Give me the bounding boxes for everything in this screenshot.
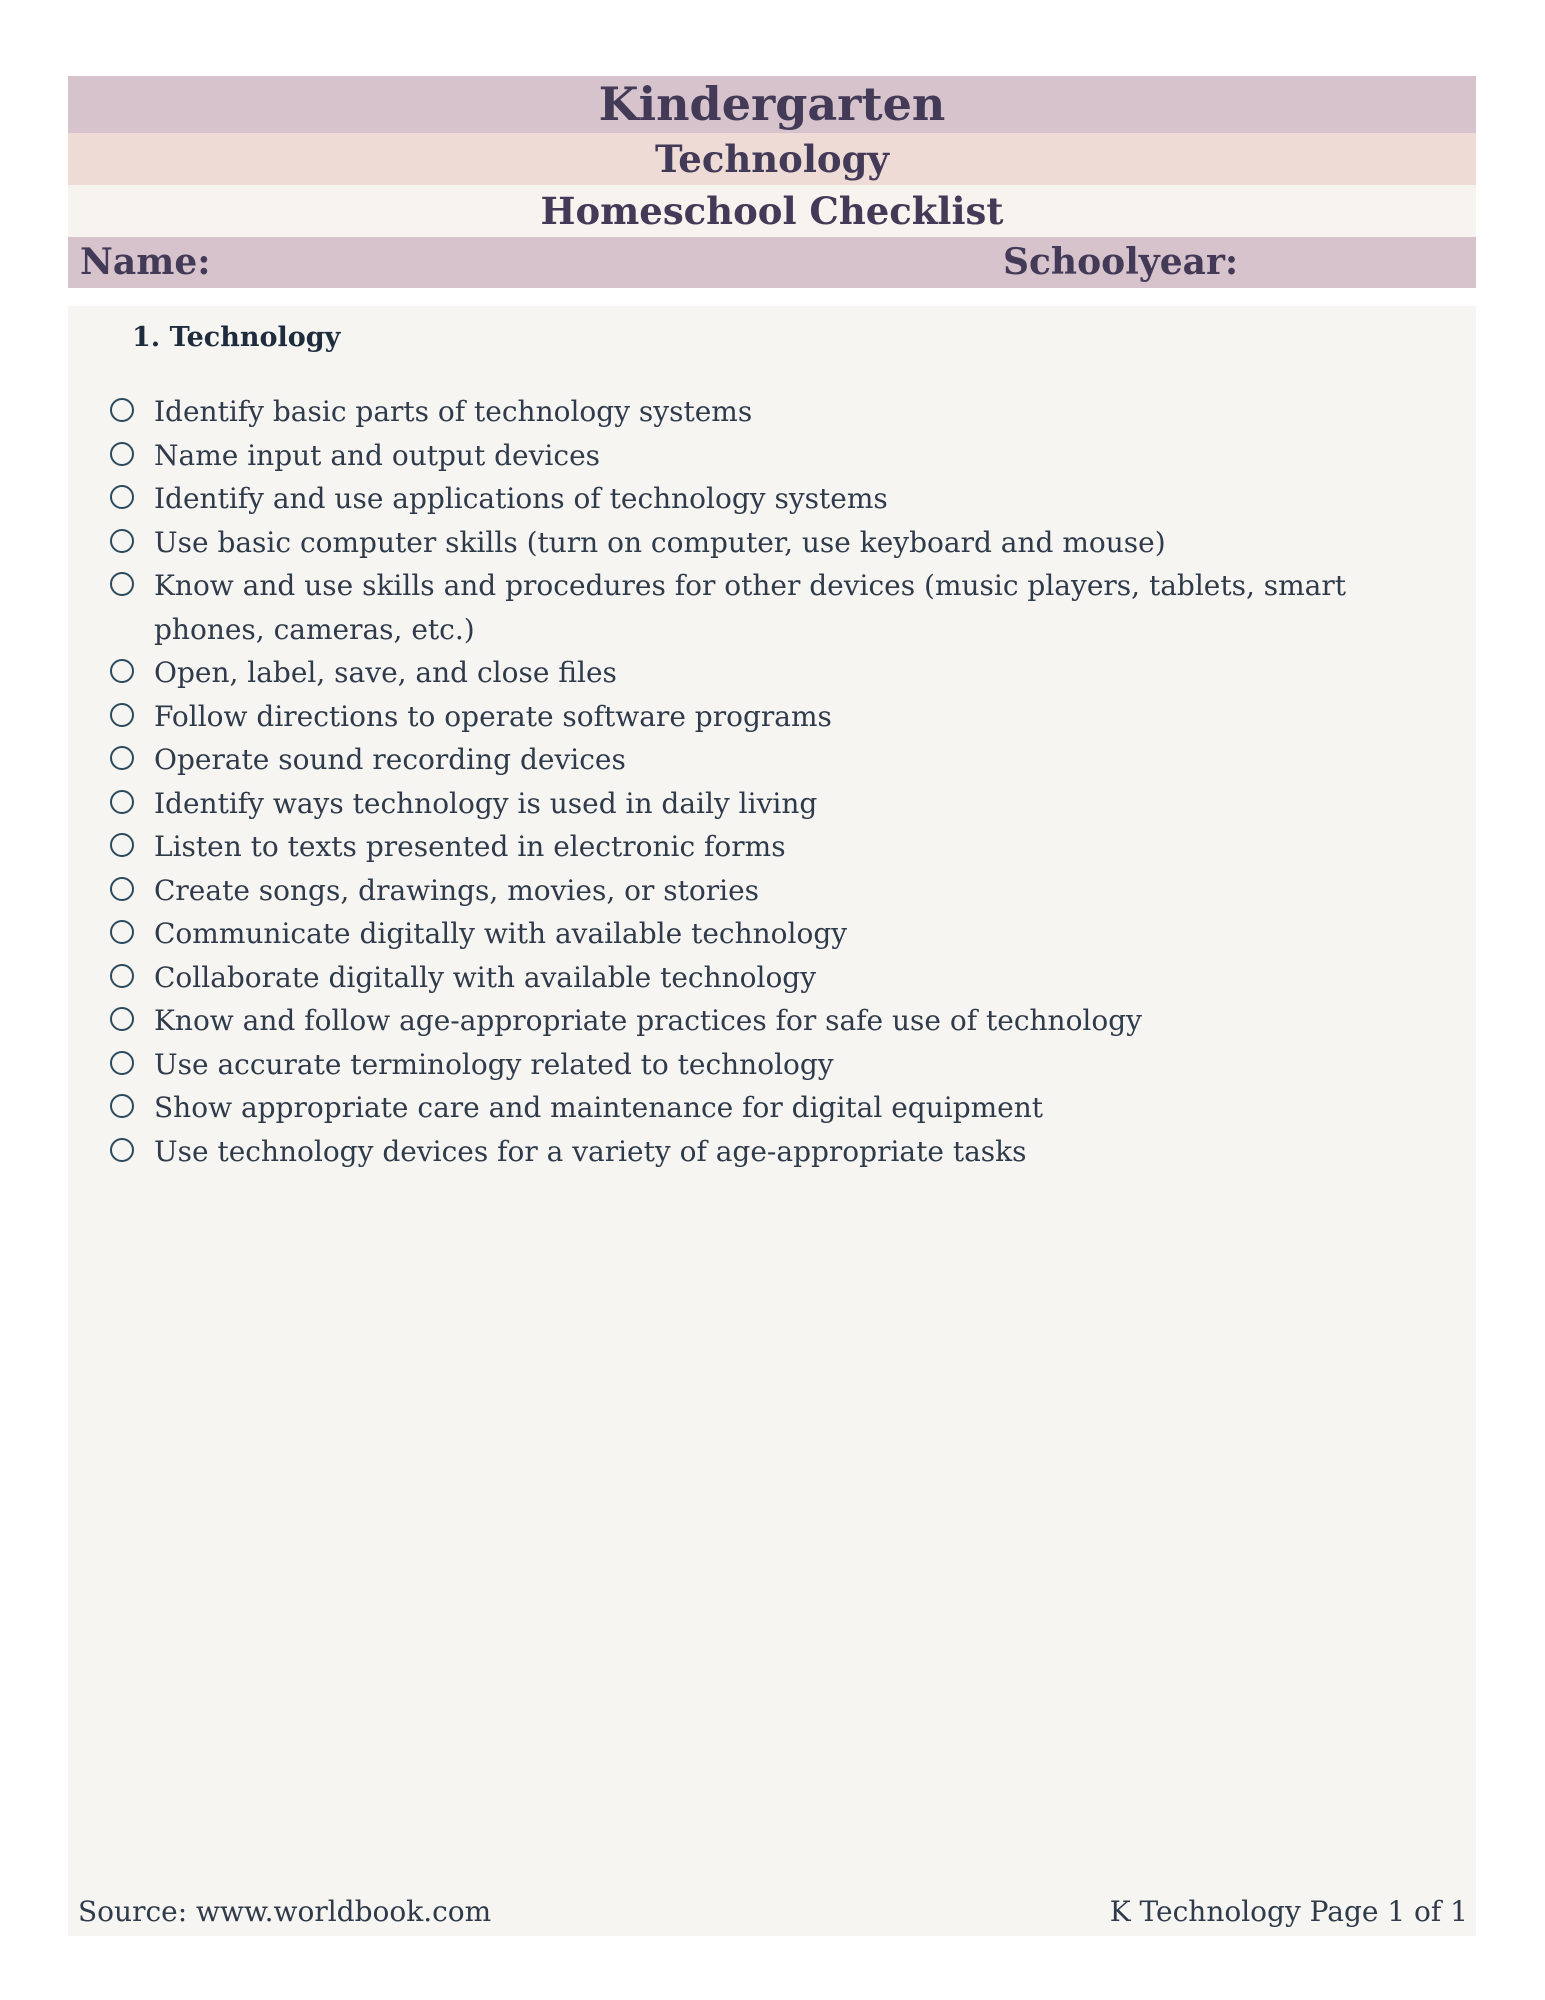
checklist-item-text: Communicate digitally with available technology [154,917,848,950]
checklist-item-text: Identify basic parts of technology systems [154,395,753,428]
checkbox-circle-icon[interactable] [110,1051,134,1075]
checklist-item [110,869,1440,913]
checkbox-circle-icon[interactable] [110,790,134,814]
name-label: Name: [80,241,211,283]
checkbox-circle-icon[interactable] [110,529,134,553]
checkbox-circle-icon[interactable] [110,920,134,944]
checklist-item-text: Name input and output devices [154,438,601,472]
checklist-item-text: Create songs, drawings, movies, or stories [154,873,760,907]
checklist-item-text: Collaborate digitally with available technology [154,960,817,994]
checklist-item [110,956,1440,1000]
checklist-item-text: Identify ways technology is used in daily living [154,786,818,820]
checklist-item [110,651,1440,695]
checkbox-circle-icon[interactable] [110,703,134,727]
subject-title: Technology [68,133,1476,185]
checklist-item [110,825,1440,869]
checkbox-circle-icon[interactable] [110,833,134,857]
checklist-item-text: Know and follow age-appropriate practices for safe use of technology [154,1004,1142,1037]
checklist-content [68,306,1476,1936]
checklist-item [110,1086,1440,1130]
checkbox-circle-icon[interactable] [110,659,134,683]
checklist-item-text: Know and use skills and procedures for other devices (music players, tablets, smart phones, cameras, etc.) [154,569,1347,646]
checklist-item-text: Listen to texts presented in electronic forms [154,830,786,863]
checkbox-circle-icon[interactable] [110,572,134,596]
checklist-item-text: Open, label, save, and close files [154,656,617,689]
checkbox-circle-icon[interactable] [110,1094,134,1118]
checklist [110,390,1440,1173]
checkbox-circle-icon[interactable] [110,398,134,422]
checkbox-circle-icon[interactable] [110,1007,134,1031]
checklist-item [110,521,1440,565]
checklist-title: Homeschool Checklist [68,185,1476,237]
checklist-item [110,999,1440,1043]
checklist-item-text: Follow directions to operate software programs [154,699,832,733]
checkbox-circle-icon[interactable] [110,877,134,901]
checklist-item [110,390,1440,434]
checklist-item [110,1130,1440,1174]
checklist-item [110,1043,1440,1087]
checklist-item [110,912,1440,956]
checkbox-circle-icon[interactable] [110,442,134,466]
footer-source: Source: www.worldbook.com [78,1895,492,1928]
checklist-item-text: Use accurate terminology related to technology [154,1047,834,1081]
name-schoolyear-row [68,237,1476,288]
footer-page-number: K Technology Page 1 of 1 [1109,1895,1468,1928]
schoolyear-label: Schoolyear: [1003,241,1239,283]
checklist-item [110,782,1440,826]
section-heading: 1. Technology [132,322,341,353]
checklist-item-text: Use technology devices for a variety of age-appropriate tasks [154,1134,1027,1168]
checklist-item [110,695,1440,739]
checkbox-circle-icon[interactable] [110,746,134,770]
checklist-item [110,564,1440,651]
checklist-item-text: Show appropriate care and maintenance for digital equipment [154,1091,1044,1124]
checkbox-circle-icon[interactable] [110,1138,134,1162]
checklist-item [110,477,1440,521]
checklist-item-text: Operate sound recording devices [154,743,626,776]
checklist-item-text: Identify and use applications of technology systems [154,482,888,515]
checkbox-circle-icon[interactable] [110,964,134,988]
checklist-item [110,434,1440,478]
checkbox-circle-icon[interactable] [110,485,134,509]
checklist-item-text: Use basic computer skills (turn on computer, use keyboard and mouse) [154,525,1166,559]
checklist-item [110,738,1440,782]
grade-title: Kindergarten [68,76,1476,133]
